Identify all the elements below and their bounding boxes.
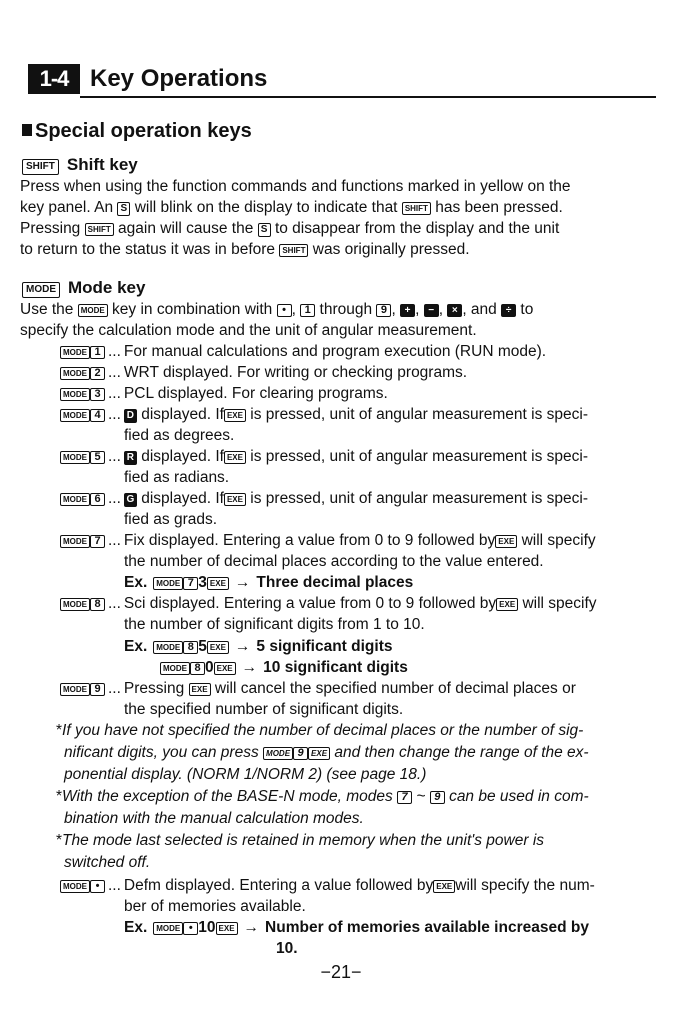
radian-indicator-icon: R xyxy=(124,451,137,465)
page-number: −21− xyxy=(320,962,362,982)
exe-key-icon: EXE xyxy=(224,451,246,464)
mode-item-3: MODE 3 ... PCL displayed. For clearing programs. xyxy=(60,383,632,404)
mode-item-8: MODE 8 ... Sci displayed. Entering a value from 0 to 9 followed by EXE will specify xyxy=(60,593,632,614)
shift-paragraph: Press when using the function commands and functions marked in yellow on the key panel. An S will blink on the display to indicate that SHIFT has been pressed. Pressing SHIFT again will cause the S to disappear from the display and the unit to return to the status it was in before SHIFT was originally pressed. xyxy=(20,178,571,258)
seven-key-icon: 7 xyxy=(183,577,198,590)
one-key-icon: 1 xyxy=(300,304,315,317)
exe-key-icon: EXE xyxy=(495,535,517,548)
note-base-n: *With the exception of the BASE-N mode, modes 7 ~ 9 can be used in com- bination with the manual calculation modes. xyxy=(56,788,589,827)
square-bullet-icon xyxy=(22,124,32,136)
mode-item-5: MODE 5 ... R displayed. If EXE is pressed, unit of angular measurement is speci- xyxy=(60,446,632,467)
section-number-badge: 1-4 xyxy=(28,64,80,94)
section-rule xyxy=(80,96,656,98)
seven-key-icon: 7 xyxy=(90,535,105,548)
nine-key-icon: 9 xyxy=(90,683,105,696)
exe-key-icon: EXE xyxy=(433,880,455,893)
mode-item-dot-example-cont: 10. xyxy=(276,940,298,957)
grad-indicator-icon: G xyxy=(124,493,137,507)
dot-key-icon: • xyxy=(90,880,105,893)
minus-key-icon: − xyxy=(424,304,439,317)
shift-key-icon: SHIFT xyxy=(85,223,114,236)
mode-item-9: MODE 9 ... Pressing EXE will cancel the specified number of decimal places or xyxy=(60,678,632,699)
section-header xyxy=(28,62,628,98)
mode-key-icon: MODE xyxy=(78,304,108,317)
eight-key-icon: 8 xyxy=(190,662,205,675)
mode-item-7-example: Ex. MODE 7 3 EXE → Three decimal places xyxy=(124,574,414,591)
mode-item-9-cont: the specified number of significant digits. xyxy=(124,701,404,718)
shift-key-heading: SHIFT Shift key xyxy=(22,155,138,175)
five-key-icon: 5 xyxy=(90,451,105,464)
mode-key-icon: MODE xyxy=(60,346,90,359)
exe-key-icon: EXE xyxy=(189,683,211,696)
mode-key-icon: MODE xyxy=(160,662,190,675)
mode-item-2: MODE 2 ... WRT displayed. For writing or checking programs. xyxy=(60,362,632,383)
exe-key-icon: EXE xyxy=(308,747,330,760)
nine-key-icon: 9 xyxy=(376,304,391,317)
shift-key-icon: SHIFT xyxy=(22,159,59,175)
exe-key-icon: EXE xyxy=(214,662,236,675)
mode-item-8-example-1: Ex. MODE 8 5 EXE → 5 significant digits xyxy=(124,638,393,655)
times-key-icon: × xyxy=(447,304,462,317)
special-keys-heading: Special operation keys xyxy=(22,118,252,144)
three-key-icon: 3 xyxy=(90,388,105,401)
s-indicator-icon: S xyxy=(117,202,130,216)
mode-item-7: MODE 7 ... Fix displayed. Entering a value from 0 to 9 followed by EXE will specify xyxy=(60,530,632,551)
mode-key-icon: MODE xyxy=(22,282,60,298)
mode-item-7-cont: the number of decimal places according to the value entered. xyxy=(124,553,544,570)
mode-key-icon: MODE xyxy=(60,683,90,696)
shift-key-icon: SHIFT xyxy=(402,202,431,215)
mode-key-icon: MODE xyxy=(60,367,90,380)
mode-key-icon: MODE xyxy=(153,641,183,654)
exe-key-icon: EXE xyxy=(496,598,518,611)
degree-indicator-icon: D xyxy=(124,409,137,423)
mode-item-8-example-2: MODE 8 0 EXE → 10 significant digits xyxy=(160,657,408,678)
seven-key-icon: 7 xyxy=(397,791,412,804)
mode-key-icon: MODE xyxy=(153,577,183,590)
one-key-icon: 1 xyxy=(90,346,105,359)
mode-key-icon: MODE xyxy=(153,922,183,935)
exe-key-icon: EXE xyxy=(207,577,229,590)
eight-key-icon: 8 xyxy=(183,641,198,654)
mode-item-dot-example: Ex. MODE • 10 EXE → Number of memories available increased by xyxy=(124,919,589,936)
mode-item-6: MODE 6 ... G displayed. If EXE is pressed, unit of angular measurement is speci- xyxy=(60,488,632,509)
divide-key-icon: ÷ xyxy=(501,304,516,317)
nine-key-icon: 9 xyxy=(430,791,445,804)
mode-key-icon: MODE xyxy=(60,535,90,548)
mode-key-icon: MODE xyxy=(60,598,90,611)
note-decimal-places: *If you have not specified the number of decimal places or the number of sig- nificant digits, you can press MODE 9 EXE and then change the range of the ex- ponential display. (NORM 1/NORM 2) (see page 18.) xyxy=(56,722,589,783)
mode-item-1: MODE 1 ... For manual calculations and program execution (RUN mode). xyxy=(60,341,632,362)
mode-key-icon: MODE xyxy=(60,388,90,401)
exe-key-icon: EXE xyxy=(224,493,246,506)
mode-key-icon: MODE xyxy=(60,451,90,464)
six-key-icon: 6 xyxy=(90,493,105,506)
section-title: Key Operations xyxy=(90,65,268,92)
note-mode-retained: *The mode last selected is retained in memory when the unit's power is switched off. xyxy=(56,832,545,871)
mode-item-4-cont: fied as degrees. xyxy=(124,427,235,444)
dot-key-icon: • xyxy=(277,304,292,317)
mode-item-4: MODE 4 ... D displayed. If EXE is pressed, unit of angular measurement is speci- xyxy=(60,404,632,425)
mode-item-dot-cont: ber of memories available. xyxy=(124,898,306,915)
mode-key-icon: MODE xyxy=(263,747,293,760)
exe-key-icon: EXE xyxy=(207,641,229,654)
mode-item-5-cont: fied as radians. xyxy=(124,469,230,486)
s-indicator-icon: S xyxy=(258,223,271,237)
mode-key-heading: MODE Mode key xyxy=(22,278,145,298)
mode-key-icon: MODE xyxy=(60,880,90,893)
plus-key-icon: + xyxy=(400,304,415,317)
mode-item-8-cont: the number of significant digits from 1 to 10. xyxy=(124,616,425,633)
mode-paragraph: Use the MODE key in combination with • , 1 through 9 , + , − , × , and ÷ to specify the calculation mode and the unit of angular measurement. xyxy=(20,301,534,339)
exe-key-icon: EXE xyxy=(216,922,238,935)
four-key-icon: 4 xyxy=(90,409,105,422)
mode-key-icon: MODE xyxy=(60,409,90,422)
mode-item-6-cont: fied as grads. xyxy=(124,511,218,528)
shift-key-icon: SHIFT xyxy=(279,244,308,257)
eight-key-icon: 8 xyxy=(90,598,105,611)
mode-key-icon: MODE xyxy=(60,493,90,506)
nine-key-icon: 9 xyxy=(293,747,308,760)
exe-key-icon: EXE xyxy=(224,409,246,422)
two-key-icon: 2 xyxy=(90,367,105,380)
dot-key-icon: • xyxy=(183,922,198,935)
mode-item-dot: MODE • ... Defm displayed. Entering a value followed by EXE will specify the num- xyxy=(60,875,632,896)
